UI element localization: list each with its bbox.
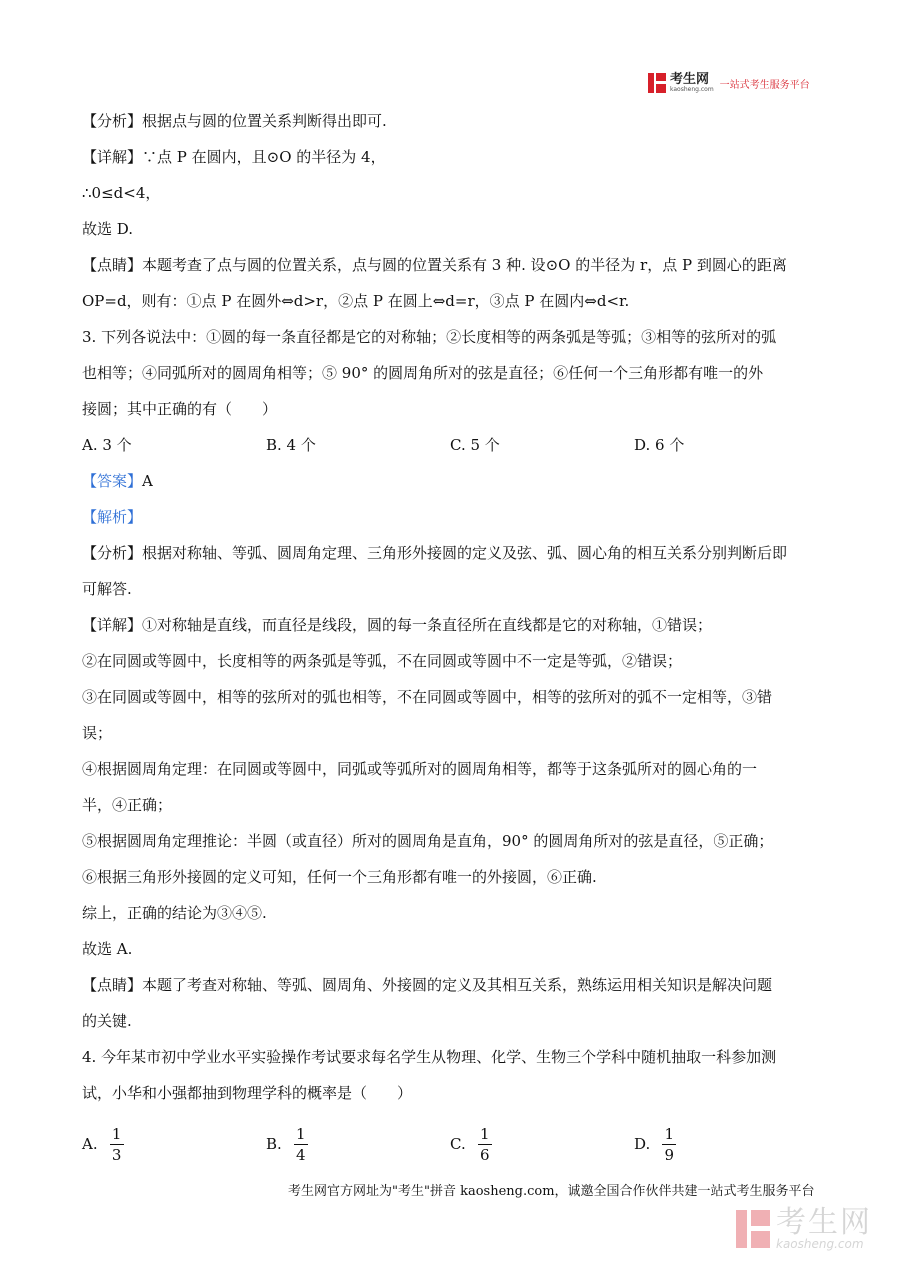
option-b: B. 4 个 — [266, 436, 316, 454]
numerator: 1 — [664, 1124, 675, 1143]
header-logo — [648, 72, 810, 94]
option-label: C. — [450, 1135, 466, 1153]
numerator: 1 — [111, 1124, 122, 1143]
option-d — [634, 1115, 676, 1173]
denominator: 3 — [111, 1145, 122, 1164]
numerator: 1 — [479, 1124, 490, 1143]
text-line: 【详解】①对称轴是直线，而直径是线段，圆的每一条直径所在直线都是它的对称轴，①错误； — [82, 616, 713, 634]
answer-line — [82, 463, 822, 499]
text-line: 故选 D. — [82, 220, 134, 238]
watermark-icon — [736, 1210, 770, 1248]
watermark-url: kaosheng.com — [776, 1237, 864, 1251]
document-body — [82, 103, 822, 1173]
logo-name: 考生网 — [670, 72, 710, 87]
denominator: 6 — [479, 1145, 490, 1164]
question-4-options — [82, 1115, 822, 1173]
jiexi-tag: 【解析】 — [82, 508, 143, 526]
text-line: 【分析】根据点与圆的位置关系判断得出即可. — [82, 112, 387, 130]
text-line: ⑤根据圆周角定理推论：半圆（或直径）所对的圆周角是直角，90° 的圆周角所对的弦是直径，⑤正确； — [82, 832, 774, 850]
watermark-logo — [736, 1205, 872, 1251]
option-label: B. — [266, 1135, 282, 1153]
numerator: 1 — [296, 1124, 306, 1143]
footer-text: 考生网官方网址为"考生"拼音 kaosheng.com，诚邀全国合作伙伴共建一站式考生服务平台 — [288, 1184, 815, 1199]
option-a — [82, 1115, 124, 1173]
text-line: 【点睛】本题考查了点与圆的位置关系，点与圆的位置关系有 3 种. 设⊙O 的半径为 r，点 P 到圆心的距离 — [82, 256, 787, 274]
text-line: 【分析】根据对称轴、等弧、圆周角定理、三角形外接圆的定义及弦、弧、圆心角的相互关系分别判断后即 — [82, 544, 788, 562]
option-c: C. 5 个 — [450, 436, 500, 454]
text-line: 【详解】∵点 P 在圆内，且⊙O 的半径为 4， — [82, 148, 386, 166]
watermark-name: 考生网 — [776, 1205, 872, 1240]
text-line: 故选 A. — [82, 940, 133, 958]
text-line: 误； — [82, 724, 113, 742]
option-d: D. 6 个 — [634, 436, 685, 454]
question-3-options — [82, 427, 822, 463]
option-a: A. 3 个 — [82, 436, 132, 454]
option-label: D. — [634, 1135, 651, 1153]
text-line: 的关键. — [82, 1012, 132, 1030]
option-c — [450, 1115, 492, 1173]
fraction — [478, 1124, 492, 1165]
text-line: OP=d，则有：①点 P 在圆外⇔d>r，②点 P 在圆上⇔d=r，③点 P 在圆内⇔d<r. — [82, 292, 630, 310]
text-line: 半，④正确； — [82, 796, 173, 814]
text-line: 【点睛】本题了考查对称轴、等弧、圆周角、外接圆的定义及其相互关系，熟练运用相关知识是解决问题 — [82, 976, 773, 994]
logo-slogan: 一站式考生服务平台 — [719, 79, 810, 91]
text-line: ∴0≤d<4， — [82, 184, 161, 202]
question-3-line: 接圆；其中正确的有（ ） — [82, 400, 278, 418]
denominator: 9 — [664, 1145, 675, 1164]
text-line: ④根据圆周角定理：在同圆或等圆中，同弧或等弧所对的圆周角相等，都等于这条弧所对的圆心角的一 — [82, 760, 758, 778]
logo-icon — [648, 73, 666, 93]
denominator: 4 — [296, 1145, 306, 1164]
question-4-line: 4. 今年某市初中学业水平实验操作考试要求每名学生从物理、化学、生物三个学科中随机抽取一科参加测 — [82, 1048, 777, 1066]
option-label: A. — [82, 1135, 98, 1153]
answer-value: A — [142, 472, 153, 490]
fraction — [662, 1124, 676, 1165]
text-line: ③在同圆或等圆中，相等的弦所对的弧也相等，不在同圆或等圆中，相等的弦所对的弧不一定相等，③错 — [82, 688, 773, 706]
fraction — [294, 1124, 308, 1165]
text-line: ⑥根据三角形外接圆的定义可知，任何一个三角形都有唯一的外接圆，⑥正确. — [82, 868, 597, 886]
option-b — [266, 1115, 308, 1173]
logo-url: kaosheng.com — [670, 86, 714, 93]
text-line: 可解答. — [82, 580, 132, 598]
text-line: 综上，正确的结论为③④⑤. — [82, 904, 267, 922]
question-4-line: 试，小华和小强都抽到物理学科的概率是（ ） — [82, 1084, 413, 1102]
answer-tag: 【答案】 — [82, 472, 143, 490]
text-line: ②在同圆或等圆中，长度相等的两条弧是等弧，不在同圆或等圆中不一定是等弧，②错误； — [82, 652, 683, 670]
fraction — [110, 1124, 124, 1165]
question-3-line: 3. 下列各说法中：①圆的每一条直径都是它的对称轴；②长度相等的两条弧是等弧；③相等的弦所对的弧 — [82, 328, 777, 346]
question-3-line: 也相等；④同弧所对的圆周角相等；⑤ 90° 的圆周角所对的弦是直径；⑥任何一个三角形都有唯一的外 — [82, 364, 764, 382]
